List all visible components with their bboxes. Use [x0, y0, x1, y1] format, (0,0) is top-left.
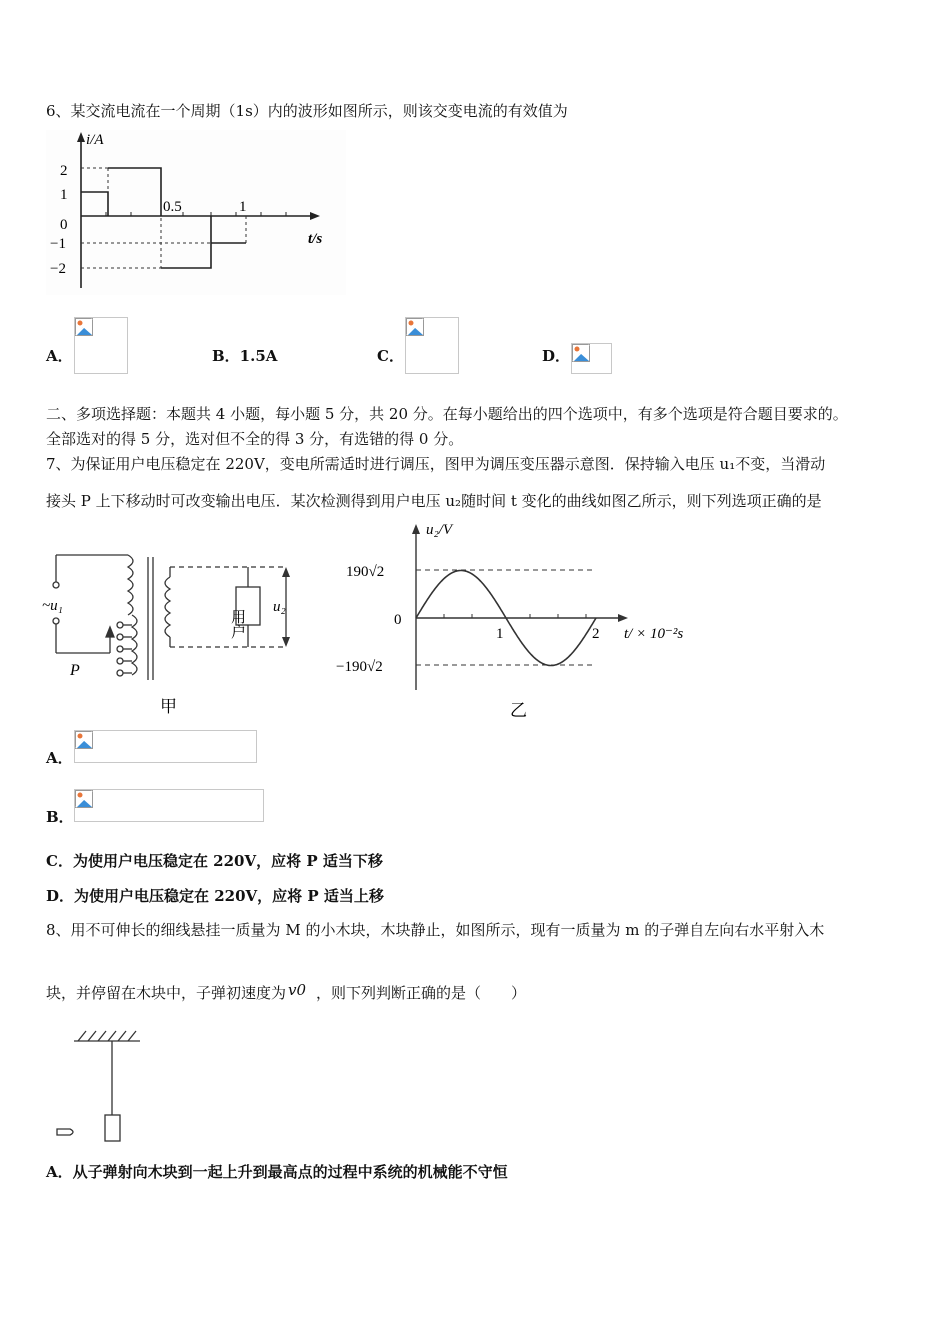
q6-ytick-neg1: −1	[50, 236, 66, 252]
q8-option-a[interactable]: A．从子弹射向木块到一起上升到最高点的过程中系统的机械能不守恒	[46, 1163, 508, 1181]
q8-text-line2-b: ，则下列判断正确的是（ ）	[316, 984, 527, 1002]
q6-option-a-image	[74, 317, 128, 374]
broken-image-icon	[406, 318, 424, 336]
q7-option-c[interactable]: C．为使用户电压稳定在 220V，应将 P 适当下移	[46, 852, 383, 870]
q6-option-a-label[interactable]: A．	[46, 347, 73, 365]
q7-yi-x-arrow	[618, 614, 628, 622]
q7-fig-yi-sine-graph	[330, 520, 720, 725]
q7-yi-ymin: −190√2	[336, 659, 383, 675]
q7-yi-x1: 1	[496, 626, 504, 642]
q8-pendulum-figure	[50, 1025, 150, 1150]
broken-image-icon	[572, 344, 590, 362]
q7-yi-caption: 乙	[510, 701, 527, 720]
q8-bullet	[57, 1129, 73, 1135]
q7-yi-y-arrow	[412, 524, 420, 534]
q7-option-b-image	[74, 789, 264, 822]
q6-option-c-label[interactable]: C．	[377, 347, 404, 365]
q7-option-a-label[interactable]: A．	[46, 749, 73, 767]
q7-yi-zero: 0	[394, 612, 402, 628]
q8-text-line2-a: 块，并停留在木块中，子弹初速度为	[46, 984, 287, 1002]
q6-ylabel: i/A	[86, 132, 104, 148]
q8-block	[105, 1115, 120, 1141]
q6-xlabel: t/s	[308, 231, 323, 247]
broken-image-icon	[75, 731, 93, 749]
section2-heading-line1: 二、多项选择题：本题共 4 小题，每小题 5 分，共 20 分。在每小题给出的四个选项中，有多个选项是符合题目要求的。	[46, 405, 848, 423]
q6-option-d-image	[571, 343, 612, 374]
q7-option-a-image	[74, 730, 257, 763]
q8-v0-symbol: v0	[288, 981, 307, 999]
q7-jia-load-label: 用户	[229, 609, 245, 639]
q7-text-line2: 接头 P 上下移动时可改变输出电压．某次检测得到用户电压 u₂随时间 t 变化的曲线如图乙所示，则下列选项正确的是	[46, 492, 822, 510]
q7-option-b-label[interactable]: B．	[46, 808, 74, 826]
q7-option-d[interactable]: D．为使用户电压稳定在 220V，应将 P 适当上移	[46, 887, 384, 905]
q6-option-b[interactable]: B．1.5A	[212, 347, 278, 365]
q7-jia-caption: 甲	[160, 697, 177, 716]
q7-jia-slider-label: P	[70, 662, 80, 679]
q6-xtick-1: 1	[239, 199, 247, 215]
q7-jia-output-label: u₂	[273, 599, 286, 615]
q6-ytick-1: 1	[60, 187, 68, 203]
q8-text-line1: 8、用不可伸长的细线悬挂一质量为 M 的小木块，木块静止，如图所示，现有一质量为 m 的子弹自左向右水平射入木	[46, 921, 825, 939]
q7-text-line1: 7、为保证用户电压稳定在 220V，变电所需适时进行调压，图甲为调压变压器示意图．保持输入电压 u₁不变，当滑动	[46, 455, 826, 473]
q6-text: 6、某交流电流在一个周期（1s）内的波形如图所示，则该交变电流的有效值为	[46, 102, 568, 120]
q6-ytick-neg2: −2	[50, 261, 66, 277]
q6-ytick-0: 0	[60, 217, 68, 233]
q7-jia-input-label: ~u₁	[42, 598, 63, 614]
section2-heading-line2: 全部选对的得 5 分，选对但不全的得 3 分，有选错的得 0 分。	[46, 430, 464, 448]
q7-yi-xlabel: t/ × 10⁻²s	[624, 626, 684, 642]
q7-yi-ymax: 190√2	[346, 564, 385, 580]
broken-image-icon	[75, 318, 93, 336]
q6-waveform-graph	[46, 130, 346, 295]
broken-image-icon	[75, 790, 93, 808]
q7-yi-x2: 2	[592, 626, 600, 642]
q6-ytick-2: 2	[60, 163, 68, 179]
q6-xtick-05: 0.5	[163, 199, 182, 215]
q6-option-c-image	[405, 317, 459, 374]
q7-fig-jia-transformer	[40, 545, 310, 720]
q8-text-line2	[46, 983, 526, 1003]
q7-yi-ylabel: u₂/V	[426, 522, 453, 538]
q6-option-d-label[interactable]: D．	[542, 347, 571, 365]
